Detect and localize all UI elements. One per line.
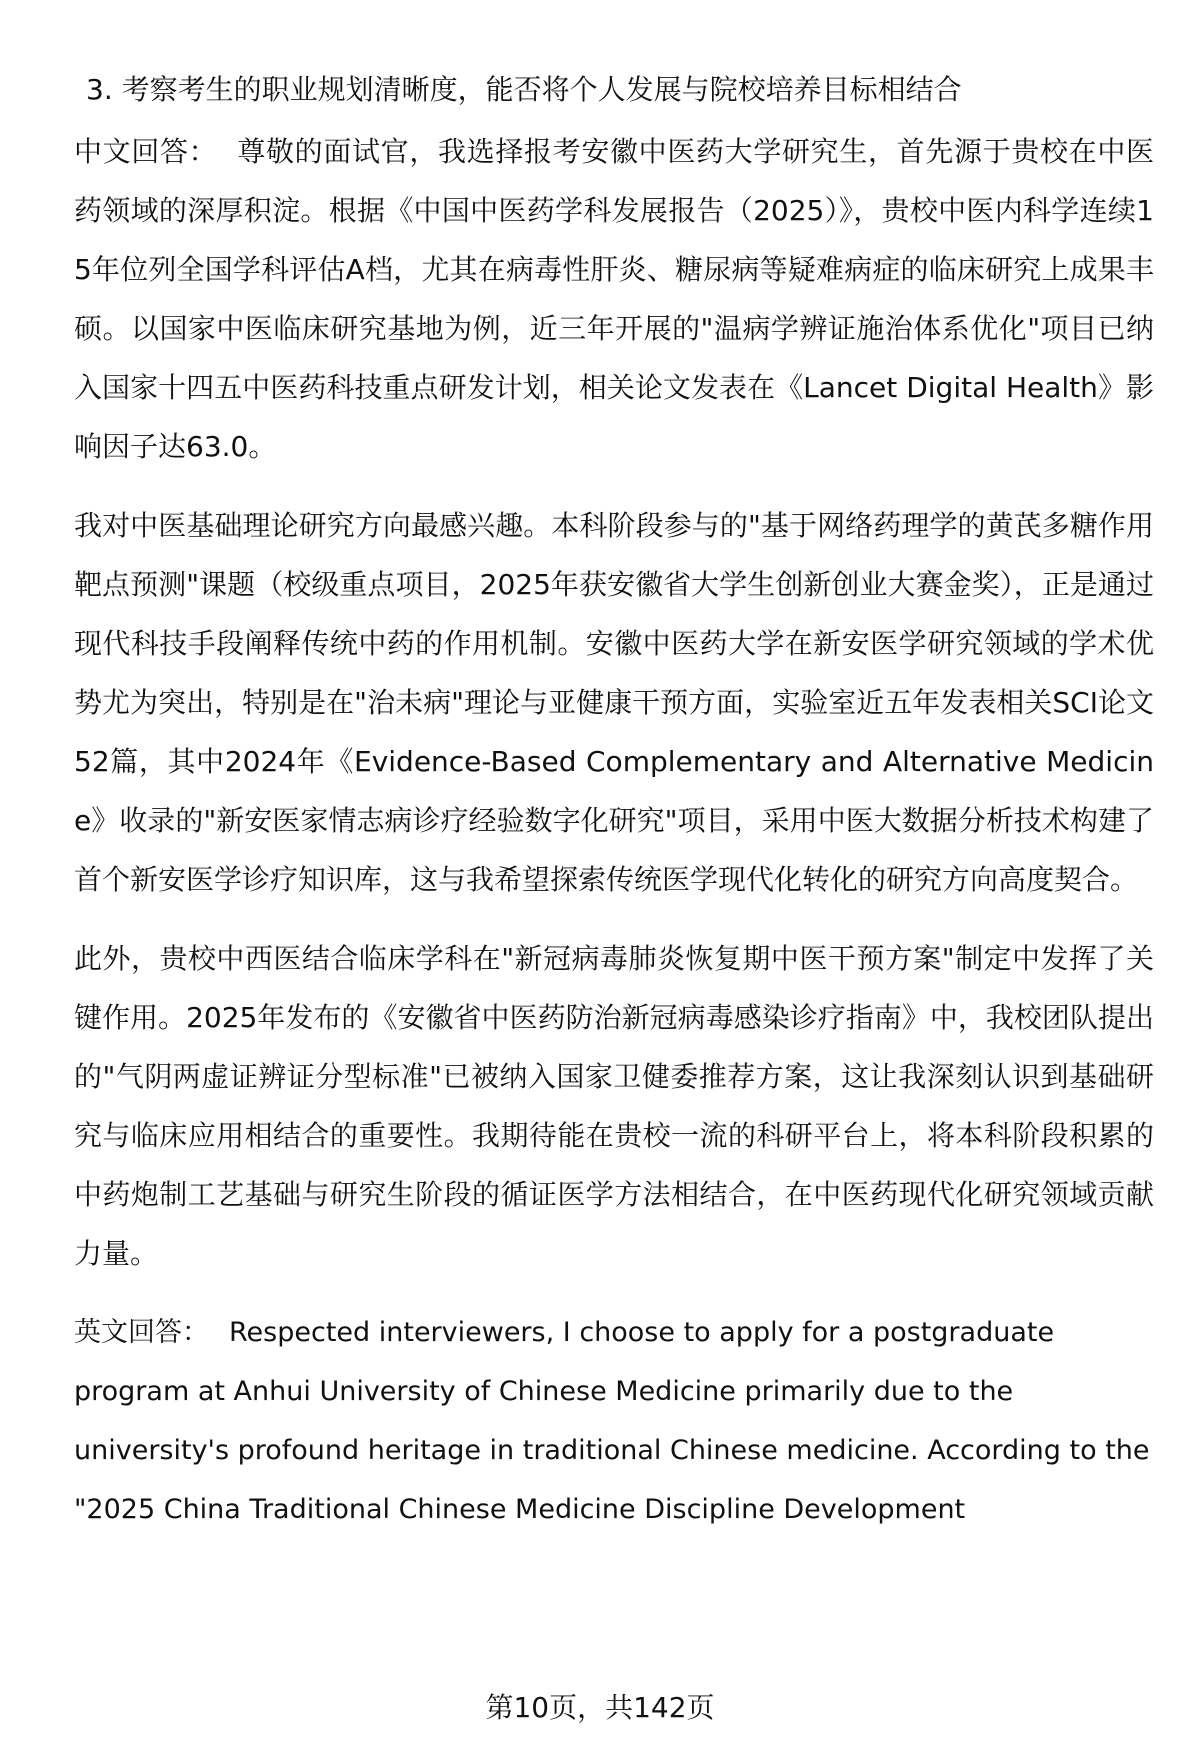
cn-answer-text-1: 尊敬的面试官，我选择报考安徽中医药大学研究生，首先源于贵校在中医药领域的深厚积淀。根据《中国中医药学科发展报告（2025）》，贵校中医内科学连续15年位列全国学科评估A档，尤其在病毒性肝炎、糖尿病等疑难病症的临床研究上成果丰硕。以国家中医临床研究基地为例，近三年开展的"温病学辨证施治体系优化"项目已纳入国家十四五中医药科技重点研发计划，相关论文发表在《Lancet Digital Health》影响因子达63.0。 — [74, 135, 1154, 463]
cn-answer-label: 中文回答： — [74, 135, 218, 168]
page-number: 第10页，共142页 — [485, 1691, 715, 1724]
question-heading: 3. 考察考生的职业规划清晰度，能否将个人发展与院校培养目标相结合 — [86, 73, 962, 106]
en-answer-text-1: Respected interviewers, I choose to apply for a postgraduate program at Anhui University of Chinese Medicine primarily due to the university's profound heritage in traditional Chinese medicine. According to the "2025 China Traditional Chinese Medicine Discipline Development — [74, 1317, 1150, 1525]
document-body — [74, 64, 1154, 1559]
cn-answer-paragraph-3: 此外，贵校中西医结合临床学科在"新冠病毒肺炎恢复期中医干预方案"制定中发挥了关键作用。2025年发布的《安徽省中医药防治新冠病毒感染诊疗指南》中，我校团队提出的"气阴两虚证辨证分型标准"已被纳入国家卫健委推荐方案，这让我深刻认识到基础研究与临床应用相结合的重要性。我期待能在贵校一流的科研平台上，将本科阶段积累的中药炮制工艺基础与研究生阶段的循证医学方法相结合，在中医药现代化研究领域贡献力量。 — [74, 942, 1154, 1270]
en-answer-label: 英文回答： — [74, 1317, 209, 1348]
en-answer-paragraph-1 — [74, 1303, 1154, 1539]
cn-answer-paragraph-2: 我对中医基础理论研究方向最感兴趣。本科阶段参与的"基于网络药理学的黄芪多糖作用靶点预测"课题（校级重点项目，2025年获安徽省大学生创新创业大赛金奖），正是通过现代科技手段阐释传统中药的作用机制。安徽中医药大学在新安医学研究领域的学术优势尤为突出，特别是在"治未病"理论与亚健康干预方面，实验室近五年发表相关SCI论文52篇，其中2024年《Evidence-Based Complementary and Alternative Medicine》收录的"新安医家情志病诊疗经验数字化研究"项目，采用中医大数据分析技术构建了首个新安医学诊疗知识库，这与我希望探索传统医学现代化转化的研究方向高度契合。 — [74, 509, 1154, 896]
cn-answer-paragraph-1 — [74, 122, 1154, 476]
